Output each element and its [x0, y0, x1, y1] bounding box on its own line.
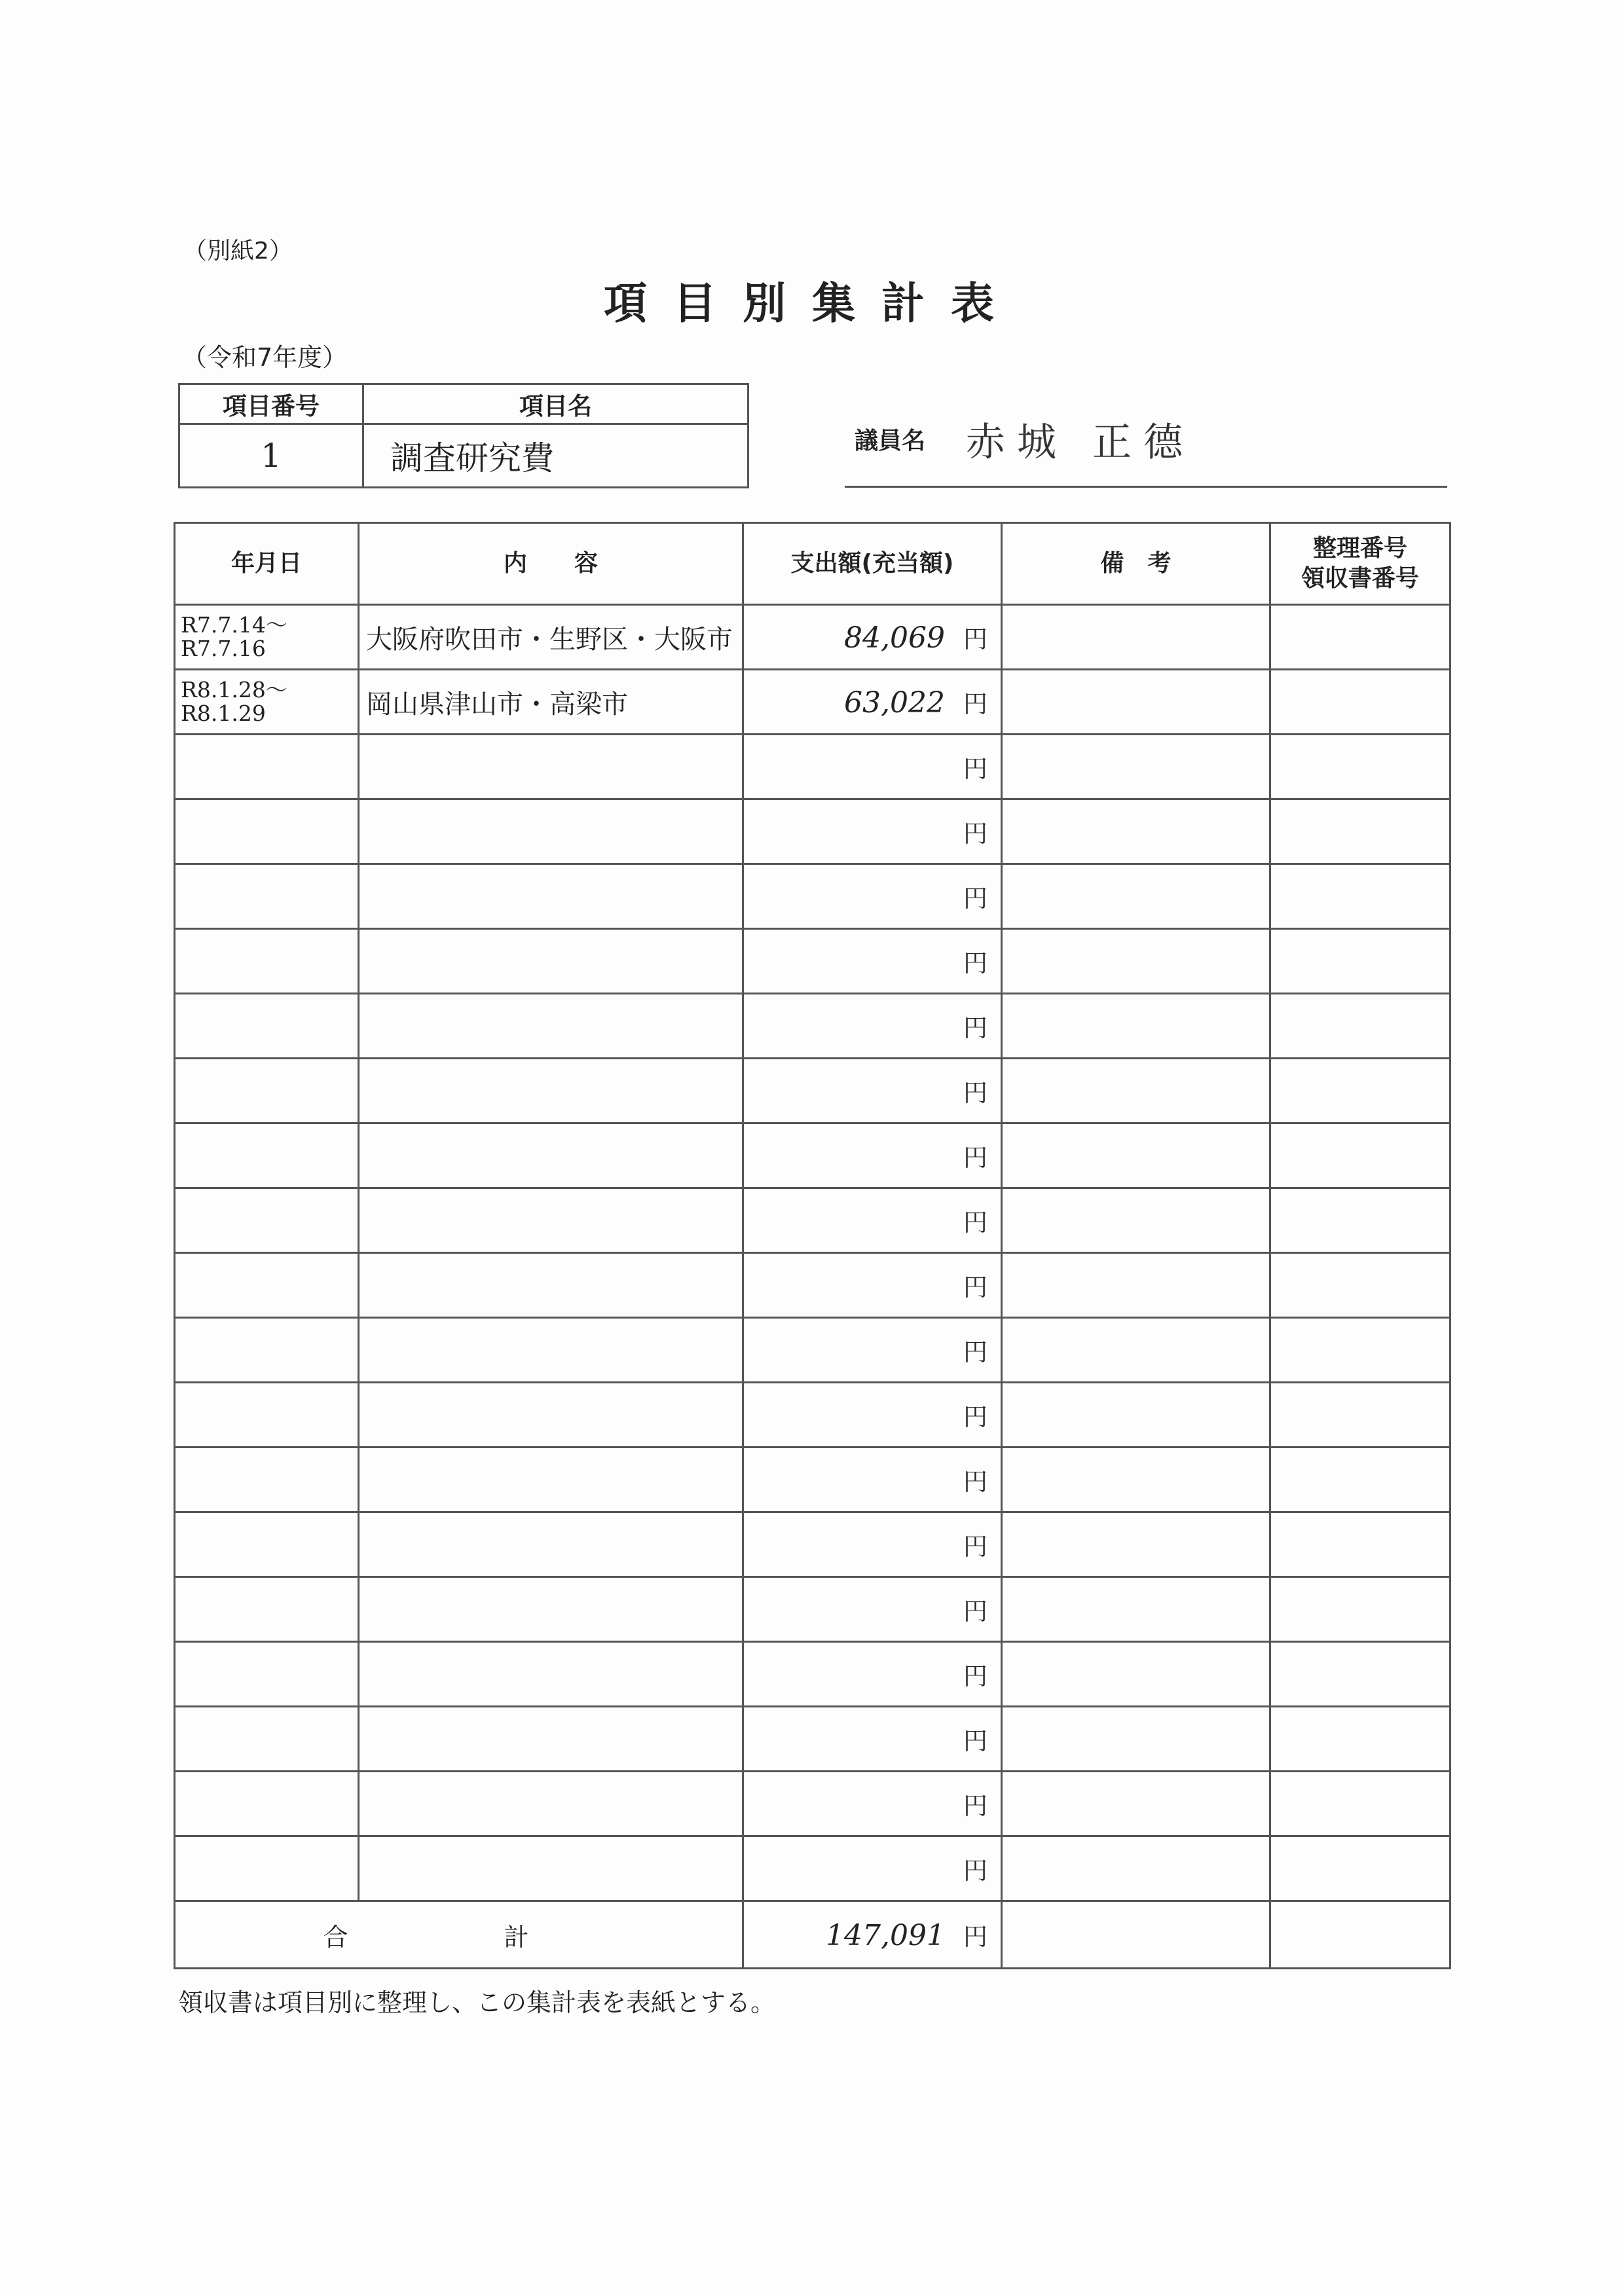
table-row	[175, 994, 1450, 1059]
amount-cell	[743, 605, 1002, 670]
remarks-header: 備 考	[1002, 523, 1270, 605]
footnote: 領収書は項目別に整理し、この集計表を表紙とする。	[178, 1988, 776, 2017]
reference-cell	[1270, 1448, 1450, 1512]
date-cell	[175, 864, 359, 929]
item-table	[178, 383, 749, 488]
yen-unit: 円	[963, 1597, 987, 1626]
remarks-cell	[1002, 1577, 1270, 1642]
reference-cell	[1270, 605, 1450, 670]
reference-header-line1: 整理番号	[1312, 535, 1407, 562]
date-start: R7.7.14～	[181, 612, 287, 638]
yen-unit: 円	[963, 1727, 987, 1755]
date-header: 年月日	[175, 523, 359, 605]
reference-cell	[1270, 1642, 1450, 1707]
content-cell	[359, 1577, 743, 1642]
reference-cell	[1270, 1707, 1450, 1772]
date-end: R8.1.29	[181, 701, 266, 726]
yen-unit: 円	[963, 949, 987, 977]
amount-cell	[743, 1577, 1002, 1642]
table-row	[175, 1707, 1450, 1772]
date-cell	[175, 994, 359, 1059]
item-number-header: 項目番号	[179, 384, 363, 424]
reference-cell	[1270, 864, 1450, 929]
date-cell	[175, 1448, 359, 1512]
content-cell	[359, 1188, 743, 1253]
content-cell	[359, 1318, 743, 1383]
amount-cell	[743, 1383, 1002, 1448]
content-cell	[359, 799, 743, 864]
total-amount: 147,091	[826, 1919, 945, 1952]
reference-cell	[1270, 670, 1450, 735]
remarks-cell	[1002, 735, 1270, 799]
content-cell	[359, 1253, 743, 1318]
date-cell	[175, 1836, 359, 1901]
reference-header-line2: 領収書番号	[1301, 565, 1419, 592]
member-label: 議員名	[855, 428, 926, 454]
content-cell: 大阪府吹田市・生野区・大阪市	[359, 605, 743, 670]
remarks-cell	[1002, 1901, 1270, 1969]
reference-header	[1270, 523, 1450, 605]
date-cell	[175, 735, 359, 799]
date-cell	[175, 1383, 359, 1448]
content-cell	[359, 1448, 743, 1512]
member-underline	[845, 486, 1447, 488]
amount-cell	[743, 994, 1002, 1059]
reference-cell	[1270, 799, 1450, 864]
yen-unit: 円	[963, 1662, 987, 1690]
table-row	[175, 1577, 1450, 1642]
date-cell	[175, 1188, 359, 1253]
item-number: 1	[179, 424, 363, 488]
amount-cell	[743, 1642, 1002, 1707]
yen-unit: 円	[963, 1533, 987, 1561]
yen-unit: 円	[963, 1923, 987, 1951]
reference-cell	[1270, 994, 1450, 1059]
table-row	[175, 1188, 1450, 1253]
table-row	[175, 1253, 1450, 1318]
date-cell	[175, 605, 359, 670]
yen-unit: 円	[963, 1792, 987, 1820]
content-cell	[359, 735, 743, 799]
reference-cell	[1270, 1512, 1450, 1577]
content-cell	[359, 1383, 743, 1448]
table-row	[175, 799, 1450, 864]
yen-unit: 円	[963, 755, 987, 783]
item-name-header: 項目名	[363, 384, 748, 424]
date-cell	[175, 1772, 359, 1836]
remarks-cell	[1002, 670, 1270, 735]
yen-unit: 円	[963, 820, 987, 848]
date-cell	[175, 1059, 359, 1123]
remarks-cell	[1002, 864, 1270, 929]
table-row	[175, 1318, 1450, 1383]
content-cell	[359, 1642, 743, 1707]
remarks-cell	[1002, 1707, 1270, 1772]
date-cell	[175, 670, 359, 735]
amount-cell	[743, 735, 1002, 799]
remarks-cell	[1002, 1253, 1270, 1318]
yen-unit: 円	[963, 1468, 987, 1496]
date-cell	[175, 1318, 359, 1383]
amount-cell	[743, 1253, 1002, 1318]
reference-cell	[1270, 1318, 1450, 1383]
member-name: 赤城 正德	[966, 420, 1195, 465]
remarks-cell	[1002, 605, 1270, 670]
date-cell	[175, 1577, 359, 1642]
remarks-cell	[1002, 1383, 1270, 1448]
date-start: R8.1.28～	[181, 677, 287, 702]
amount-cell	[743, 1772, 1002, 1836]
reference-cell	[1270, 1123, 1450, 1188]
remarks-cell	[1002, 1123, 1270, 1188]
table-row	[175, 605, 1450, 670]
remarks-cell	[1002, 1772, 1270, 1836]
yen-unit: 円	[963, 1079, 987, 1107]
table-row	[175, 1772, 1450, 1836]
amount-header: 支出額(充当額)	[743, 523, 1002, 605]
yen-unit: 円	[963, 1144, 987, 1172]
yen-unit: 円	[963, 1273, 987, 1302]
yen-unit: 円	[963, 625, 987, 653]
item-name: 調査研究費	[363, 424, 748, 488]
table-row	[175, 1059, 1450, 1123]
reference-cell	[1270, 929, 1450, 994]
remarks-cell	[1002, 929, 1270, 994]
table-header-row	[175, 523, 1450, 605]
amount-cell	[743, 929, 1002, 994]
yen-unit: 円	[963, 690, 987, 718]
amount-value: 84,069	[844, 621, 945, 655]
amount-cell	[743, 1512, 1002, 1577]
date-cell	[175, 1707, 359, 1772]
page-title: 項目別集計表	[604, 278, 1020, 329]
reference-cell	[1270, 1253, 1450, 1318]
yen-unit: 円	[963, 1209, 987, 1237]
remarks-cell	[1002, 1448, 1270, 1512]
date-cell	[175, 1253, 359, 1318]
amount-cell	[743, 799, 1002, 864]
amount-cell	[743, 1707, 1002, 1772]
date-cell	[175, 1512, 359, 1577]
content-cell	[359, 1059, 743, 1123]
yen-unit: 円	[963, 1403, 987, 1431]
yen-unit: 円	[963, 1338, 987, 1366]
table-row	[175, 1512, 1450, 1577]
reference-cell	[1270, 1772, 1450, 1836]
amount-cell	[743, 1123, 1002, 1188]
amount-cell	[743, 670, 1002, 735]
date-end: R7.7.16	[181, 636, 266, 661]
amount-cell	[743, 1836, 1002, 1901]
content-cell	[359, 1772, 743, 1836]
table-row	[175, 929, 1450, 994]
content-cell	[359, 1123, 743, 1188]
content-cell	[359, 864, 743, 929]
reference-cell	[1270, 1836, 1450, 1901]
table-row	[175, 670, 1450, 735]
amount-cell	[743, 1318, 1002, 1383]
total-amount-cell	[743, 1901, 1002, 1969]
content-cell	[359, 929, 743, 994]
amount-cell	[743, 1448, 1002, 1512]
table-row	[175, 1642, 1450, 1707]
table-row	[175, 1836, 1450, 1901]
total-label: 合 計	[175, 1901, 743, 1969]
reference-cell	[1270, 1188, 1450, 1253]
remarks-cell	[1002, 1059, 1270, 1123]
remarks-cell	[1002, 1188, 1270, 1253]
content-cell	[359, 1707, 743, 1772]
reference-cell	[1270, 1383, 1450, 1448]
remarks-cell	[1002, 1836, 1270, 1901]
date-cell	[175, 1642, 359, 1707]
remarks-cell	[1002, 994, 1270, 1059]
date-cell	[175, 929, 359, 994]
amount-cell	[743, 864, 1002, 929]
content-cell: 岡山県津山市・高梁市	[359, 670, 743, 735]
remarks-cell	[1002, 799, 1270, 864]
yen-unit: 円	[963, 884, 987, 913]
table-row	[175, 1383, 1450, 1448]
reference-cell	[1270, 735, 1450, 799]
fiscal-year: （令和7年度）	[182, 343, 348, 372]
table-row	[175, 864, 1450, 929]
yen-unit: 円	[963, 1857, 987, 1885]
reference-cell	[1270, 1901, 1450, 1969]
yen-unit: 円	[963, 1014, 987, 1042]
content-cell	[359, 994, 743, 1059]
content-cell	[359, 1512, 743, 1577]
remarks-cell	[1002, 1318, 1270, 1383]
expense-table	[174, 522, 1451, 1969]
content-cell	[359, 1836, 743, 1901]
table-row	[175, 735, 1450, 799]
reference-cell	[1270, 1059, 1450, 1123]
content-header: 内 容	[359, 523, 743, 605]
remarks-cell	[1002, 1642, 1270, 1707]
amount-cell	[743, 1059, 1002, 1123]
table-row	[175, 1123, 1450, 1188]
reference-cell	[1270, 1577, 1450, 1642]
date-cell	[175, 799, 359, 864]
amount-cell	[743, 1188, 1002, 1253]
total-row	[175, 1901, 1450, 1969]
table-row	[175, 1448, 1450, 1512]
remarks-cell	[1002, 1512, 1270, 1577]
date-cell	[175, 1123, 359, 1188]
annex-label: （別紙2）	[183, 238, 293, 264]
amount-value: 63,022	[844, 686, 945, 720]
